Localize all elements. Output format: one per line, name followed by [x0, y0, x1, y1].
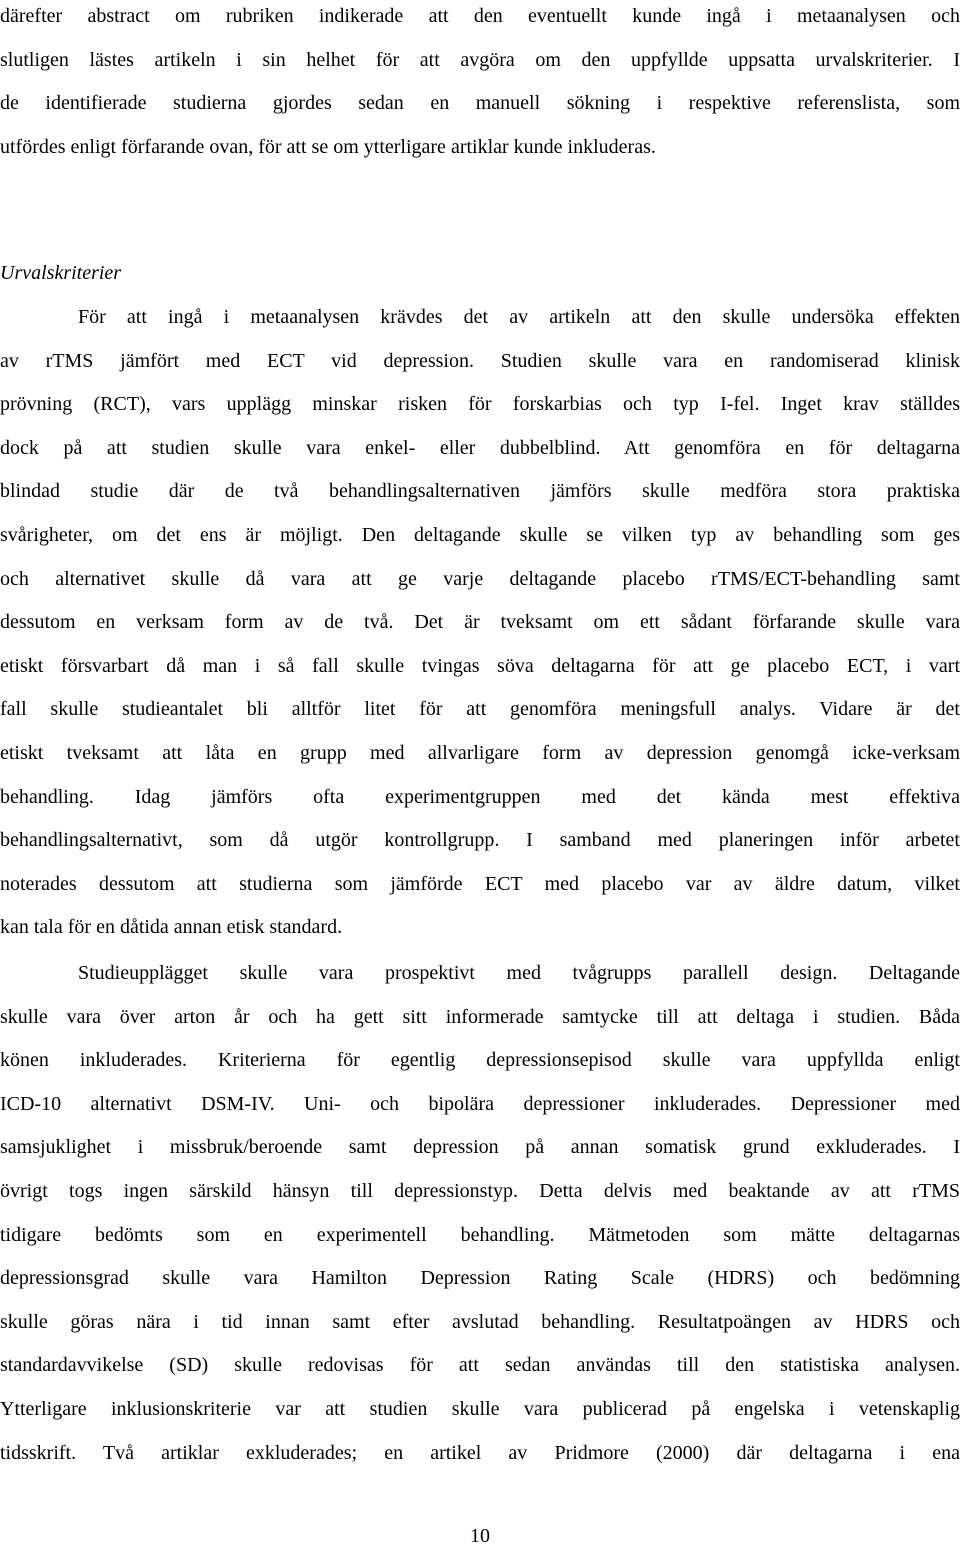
text-line: behandlingsalternativt, som då utgör kontrollgrupp. I samband med planeringen inför arbetet [0, 829, 960, 852]
text-line: och alternativet skulle då vara att ge varje deltagande placebo rTMS/ECT-behandling samt [0, 567, 960, 590]
text-line: dock på att studien skulle vara enkel- eller dubbelblind. Att genomföra en för deltagarna [0, 436, 960, 459]
text-line: etiskt tveksamt att låta en grupp med allvarligare form av depression genomgå icke-verksam [0, 741, 960, 764]
text-line: tidsskrift. Två artiklar exkluderades; en artikel av Pridmore (2000) där deltagarna i ena [0, 1441, 960, 1464]
text-line: etiskt försvarbart då man i så fall skulle tvingas söva deltagarna för att ge placebo ECT, i vart [0, 654, 960, 677]
text-line: samsjuklighet i missbruk/beroende samt depression på annan somatisk grund exkluderades. I [0, 1136, 960, 1159]
text-line: av rTMS jämfört med ECT vid depression. Studien skulle vara en randomiserad klinisk [0, 349, 960, 372]
text-line: Studieupplägget skulle vara prospektivt med tvågrupps parallell design. Deltagande [78, 962, 960, 984]
text-line: depressionsgrad skulle vara Hamilton Depression Rating Scale (HDRS) och bedömning [0, 1267, 960, 1290]
text-line: dessutom en verksam form av de två. Det är tveksamt om ett sådant förfarande skulle vara [0, 611, 960, 634]
section-heading: Urvalskriterier [0, 262, 122, 284]
text-line: ICD-10 alternativt DSM-IV. Uni- och bipolära depressioner inkluderades. Depressioner med [0, 1092, 960, 1115]
text-line: behandling. Idag jämförs ofta experimentgruppen med det kända mest effektiva [0, 785, 960, 808]
page-number: 10 [470, 1525, 490, 1547]
paragraph-studieupplagg [0, 952, 960, 1475]
text-line: därefter abstract om rubriken indikerade att den eventuellt kunde ingå i metaanalysen och [0, 5, 960, 27]
text-line: utfördes enligt förfarande ovan, för att se om ytterligare artiklar kunde inkluderas. [0, 135, 656, 158]
text-line: skulle göras nära i tid innan samt efter avslutad behandling. Resultatpoängen av HDRS och [0, 1310, 960, 1333]
paragraph-urvalskriterier [0, 296, 960, 950]
text-line: kan tala för en dåtida annan etisk standard. [0, 916, 343, 939]
text-line: slutligen lästes artikeln i sin helhet för att avgöra om den uppfyllde uppsatta urvalskriterier. I [0, 48, 960, 71]
text-line: övrigt togs ingen särskild hänsyn till depressionstyp. Detta delvis med beaktande av att rTMS [0, 1179, 960, 1202]
text-line: de identifierade studierna gjordes sedan en manuell sökning i respektive referenslista, som [0, 92, 960, 115]
text-line: För att ingå i metaanalysen krävdes det av artikeln att den skulle undersöka effekten [78, 306, 960, 328]
text-line: blindad studie där de två behandlingsalternativen jämförs skulle medföra stora praktiska [0, 480, 960, 503]
text-line: skulle vara över arton år och ha gett sitt informerade samtycke till att deltaga i studien. Båda [0, 1005, 960, 1028]
text-line: prövning (RCT), vars upplägg minskar risken för forskarbias och typ I-fel. Inget krav ställdes [0, 393, 960, 416]
text-line: tidigare bedömts som en experimentell behandling. Mätmetoden som mätte deltagarnas [0, 1223, 960, 1246]
text-line: könen inkluderades. Kriterierna för egentlig depressionsepisod skulle vara uppfyllda enligt [0, 1049, 960, 1072]
text-line: fall skulle studieantalet bli alltför litet för att genomföra meningsfull analys. Vidare är det [0, 698, 960, 721]
text-line: standardavvikelse (SD) skulle redovisas för att sedan användas till den statistiska analysen. [0, 1354, 960, 1377]
intro-paragraph [0, 0, 960, 169]
text-line: Ytterligare inklusionskriterie var att studien skulle vara publicerad på engelska i vetenskaplig [0, 1397, 960, 1420]
text-line: svårigheter, om det ens är möjligt. Den deltagande skulle se vilken typ av behandling som ges [0, 523, 960, 546]
text-line: noterades dessutom att studierna som jämförde ECT med placebo var av äldre datum, vilket [0, 872, 960, 895]
